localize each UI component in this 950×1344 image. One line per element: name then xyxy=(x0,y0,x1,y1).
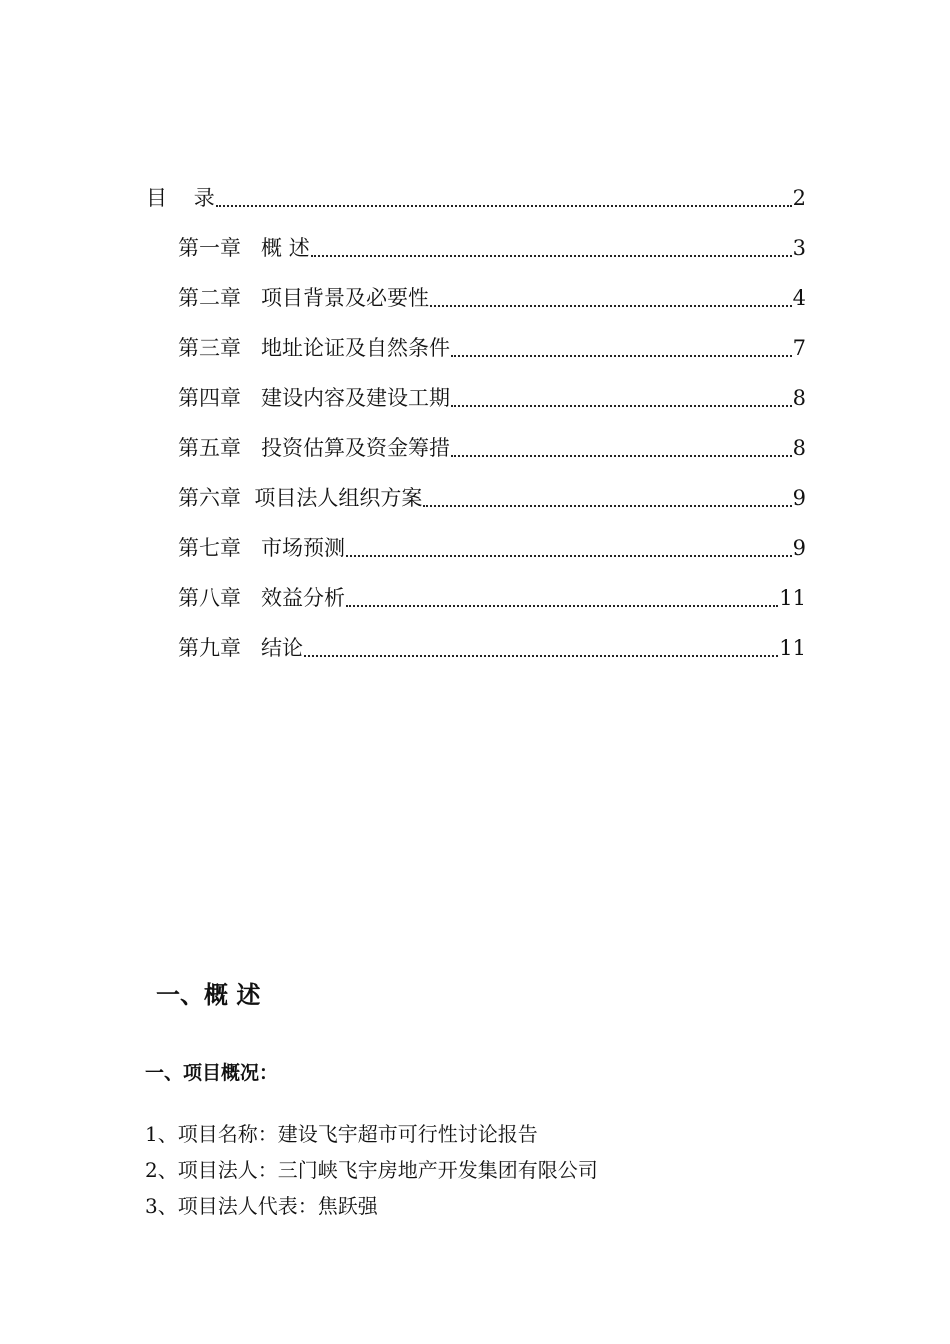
toc-page-number: 7 xyxy=(792,336,806,360)
toc-entry-title: 第七章 市场预测 xyxy=(178,536,346,560)
toc-leader-dots xyxy=(430,304,792,307)
toc-heading-row[interactable] xyxy=(146,183,806,213)
toc-entry[interactable] xyxy=(178,283,806,313)
toc-entry-title: 第四章 建设内容及建设工期 xyxy=(178,386,451,410)
toc-page-number: 11 xyxy=(779,586,806,610)
toc-entry-title: 第八章 效益分析 xyxy=(178,586,346,610)
toc-page-number: 9 xyxy=(792,536,806,560)
toc-leader-dots xyxy=(216,204,792,207)
toc-entry[interactable] xyxy=(178,333,806,363)
project-info-item: 3、项目法人代表：焦跃强 xyxy=(145,1194,378,1218)
toc-entry-title: 第九章 结论 xyxy=(178,636,304,660)
toc-leader-dots xyxy=(423,504,791,507)
toc-entry-title: 第二章 项目背景及必要性 xyxy=(178,286,430,310)
toc-leader-dots xyxy=(304,654,778,657)
toc-leader-dots xyxy=(346,604,778,607)
toc-entry[interactable] xyxy=(178,483,806,513)
toc-page-number: 9 xyxy=(792,486,806,510)
toc-leader-dots xyxy=(451,404,792,407)
toc-entry-title: 第五章 投资估算及资金筹措 xyxy=(178,436,451,460)
toc-entry[interactable] xyxy=(178,433,806,463)
project-info-item: 2、项目法人：三门峡飞宇房地产开发集团有限公司 xyxy=(145,1158,598,1182)
toc-leader-dots xyxy=(451,454,792,457)
toc-leader-dots xyxy=(311,254,792,257)
toc-page-number: 2 xyxy=(792,186,806,210)
toc-page-number: 11 xyxy=(779,636,806,660)
toc-entry[interactable] xyxy=(178,533,806,563)
toc-entry-title: 第一章 概 述 xyxy=(178,236,310,260)
toc-page-number: 8 xyxy=(792,436,806,460)
section-heading: 一、概 述 xyxy=(156,981,261,1009)
project-info-item: 1、项目名称：建设飞宇超市可行性讨论报告 xyxy=(145,1122,538,1146)
toc-entry[interactable] xyxy=(178,633,806,663)
toc-page-number: 4 xyxy=(792,286,806,310)
toc-entry[interactable] xyxy=(178,583,806,613)
toc-entry-title: 第三章 地址论证及自然条件 xyxy=(178,336,451,360)
toc-entry-title: 第六章 项目法人组织方案 xyxy=(178,486,423,510)
toc-entry[interactable] xyxy=(178,383,806,413)
toc-page-number: 8 xyxy=(792,386,806,410)
toc-page-number: 3 xyxy=(792,236,806,260)
section-subheading: 一、项目概况： xyxy=(145,1062,279,1084)
toc-leader-dots xyxy=(346,554,792,557)
toc-leader-dots xyxy=(451,354,792,357)
toc-entry[interactable] xyxy=(178,233,806,263)
toc-heading-title: 目 录 xyxy=(146,186,215,210)
